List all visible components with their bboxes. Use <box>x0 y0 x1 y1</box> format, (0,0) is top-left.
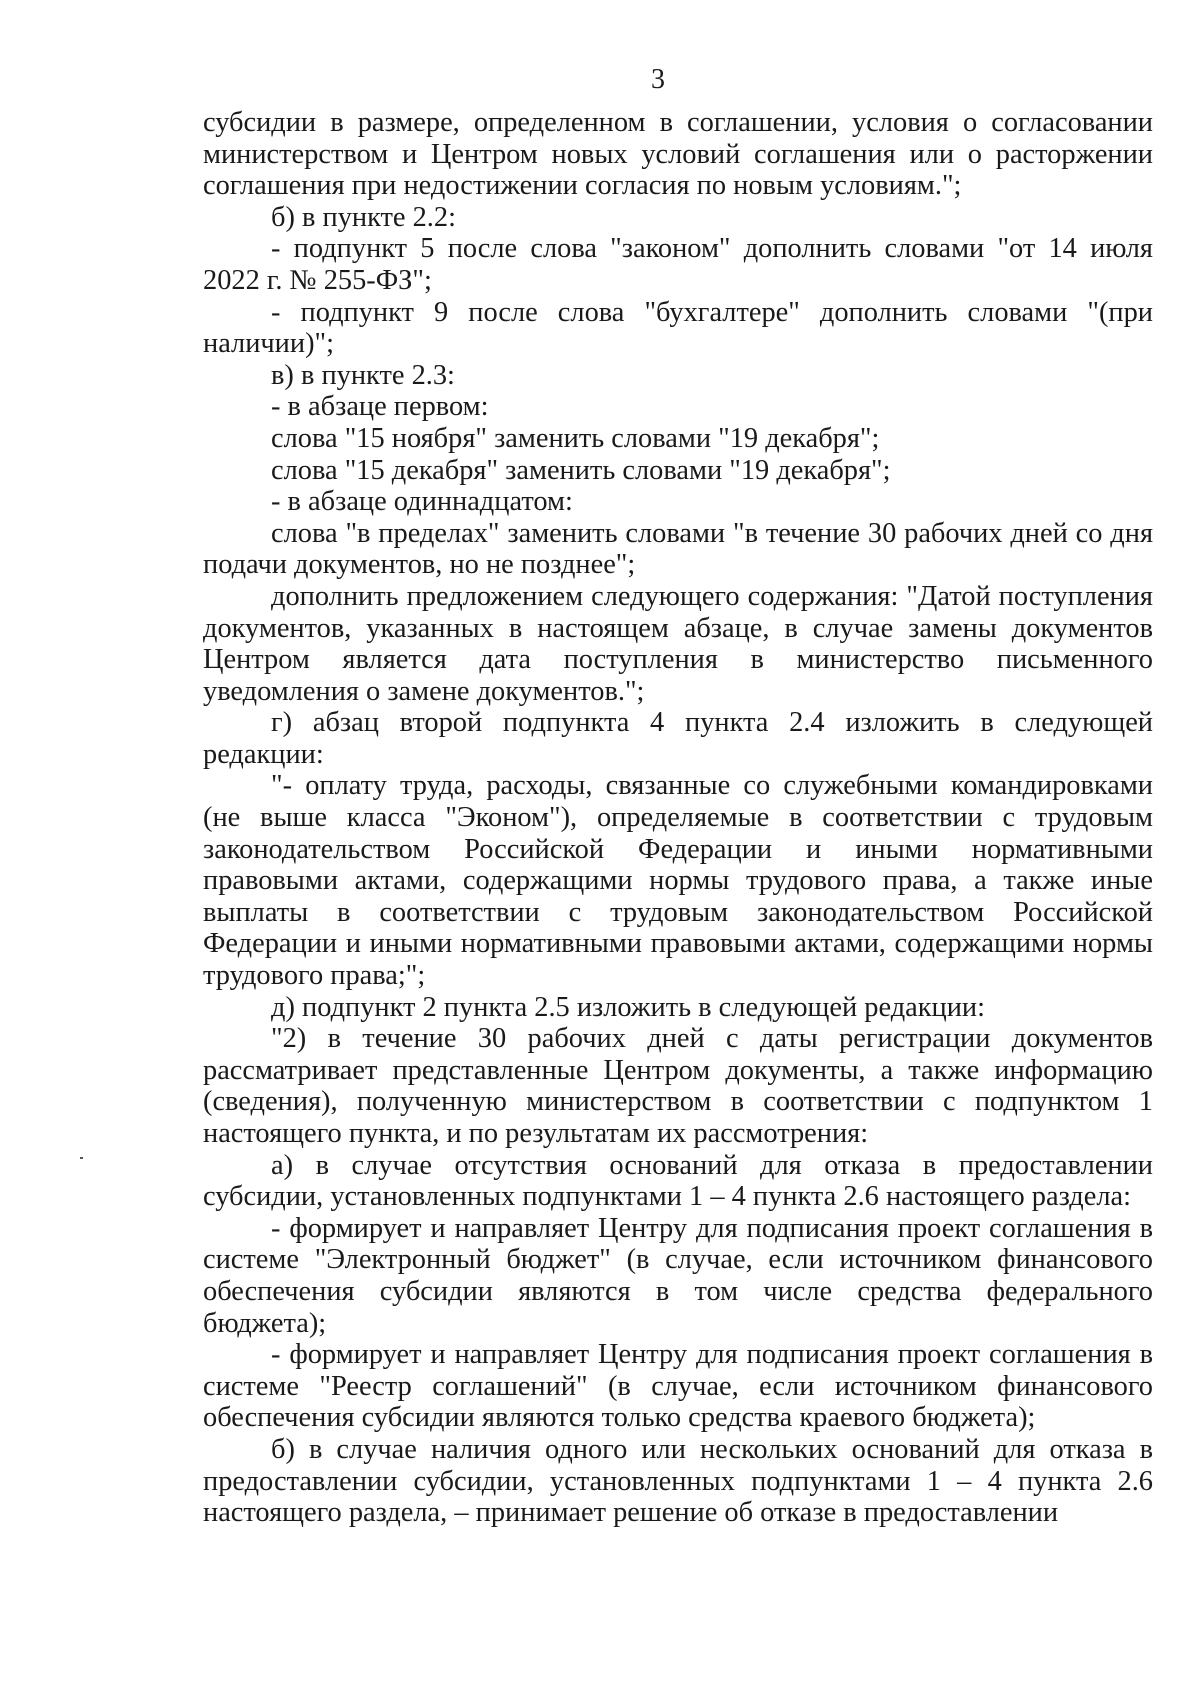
document-body <box>203 107 1153 1529</box>
paragraph: - подпункт 9 после слова "бухгалтере" дополнить словами "(при наличии)"; <box>203 296 1153 360</box>
paragraph: - формирует и направляет Центру для подписания проект соглашения в системе "Реестр соглашений" (в случае, если источником финансового обеспечения субсидии являются только средства краевого бюджета); <box>203 1339 1153 1434</box>
paragraph: - формирует и направляет Центру для подписания проект соглашения в системе "Электронный бюджет" (в случае, если источником финансового обеспечения субсидии являются в том числе средства федерального бюджета); <box>203 1212 1153 1339</box>
paragraph: г) абзац второй подпункта 4 пункта 2.4 изложить в следующей редакции: <box>203 707 1153 770</box>
paragraph: "- оплату труда, расходы, связанные со служебными командировками (не выше класса "Эконом"), определяемые в соответствии с трудовым законодательством Российской Федерации и иными нормативными правовыми актами, содержащими нормы трудового права, а также иные выплаты в соответствии с трудовым законодательством Российской Федерации и иными нормативными правовыми актами, содержащими нормы трудового права;"; <box>203 770 1153 992</box>
paragraph: слова "15 ноября" заменить словами "19 декабря"; <box>271 422 880 454</box>
paragraph: слова "в пределах" заменить словами "в течение 30 рабочих дней со дня подачи документов, но не позднее"; <box>203 517 1153 581</box>
paragraph: б) в случае наличия одного или нескольких оснований для отказа в предоставлении субсидии, установленных подпунктами 1 – 4 пункта 2.6 настоящего раздела, – принимает решение об отказе в предоставлении <box>203 1433 1153 1529</box>
paragraph: - в абзаце первом: <box>271 391 489 423</box>
paragraph: б) в пункте 2.2: <box>271 201 456 233</box>
paragraph: - подпункт 5 после слова "законом" дополнить словами "от 14 июля 2022 г. № 255-ФЗ"; <box>203 233 1153 296</box>
paragraph: в) в пункте 2.3: <box>271 359 455 391</box>
scan-speck <box>80 1157 83 1159</box>
paragraph: д) подпункт 2 пункта 2.5 изложить в следующей редакции: <box>271 991 986 1023</box>
paragraph: - в абзаце одиннадцатом: <box>271 486 573 518</box>
paragraph: дополнить предложением следующего содержания: "Датой поступления документов, указанных в настоящем абзаце, в случае замены документов Центром является дата поступления в министерство письменного уведомления о замене документов."; <box>203 580 1153 707</box>
paragraph: субсидии в размере, определенном в соглашении, условия о согласовании министерством и Центром новых условий соглашения или о расторжении соглашения при недостижении согласия по новым условиям."; <box>203 107 1153 202</box>
page-number: 3 <box>651 64 665 95</box>
paragraph: а) в случае отсутствия оснований для отказа в предоставлении субсидии, установленных подпунктами 1 – 4 пункта 2.6 настоящего раздела: <box>203 1149 1153 1213</box>
paragraph: слова "15 декабря" заменить словами "19 декабря"; <box>271 454 891 486</box>
paragraph: "2) в течение 30 рабочих дней с даты регистрации документов рассматривает представленные Центром документы, а также информацию (сведения), полученную министерством в соответствии с подпунктом 1 настоящего пункта, и по результатам их рассмотрения: <box>203 1023 1153 1149</box>
